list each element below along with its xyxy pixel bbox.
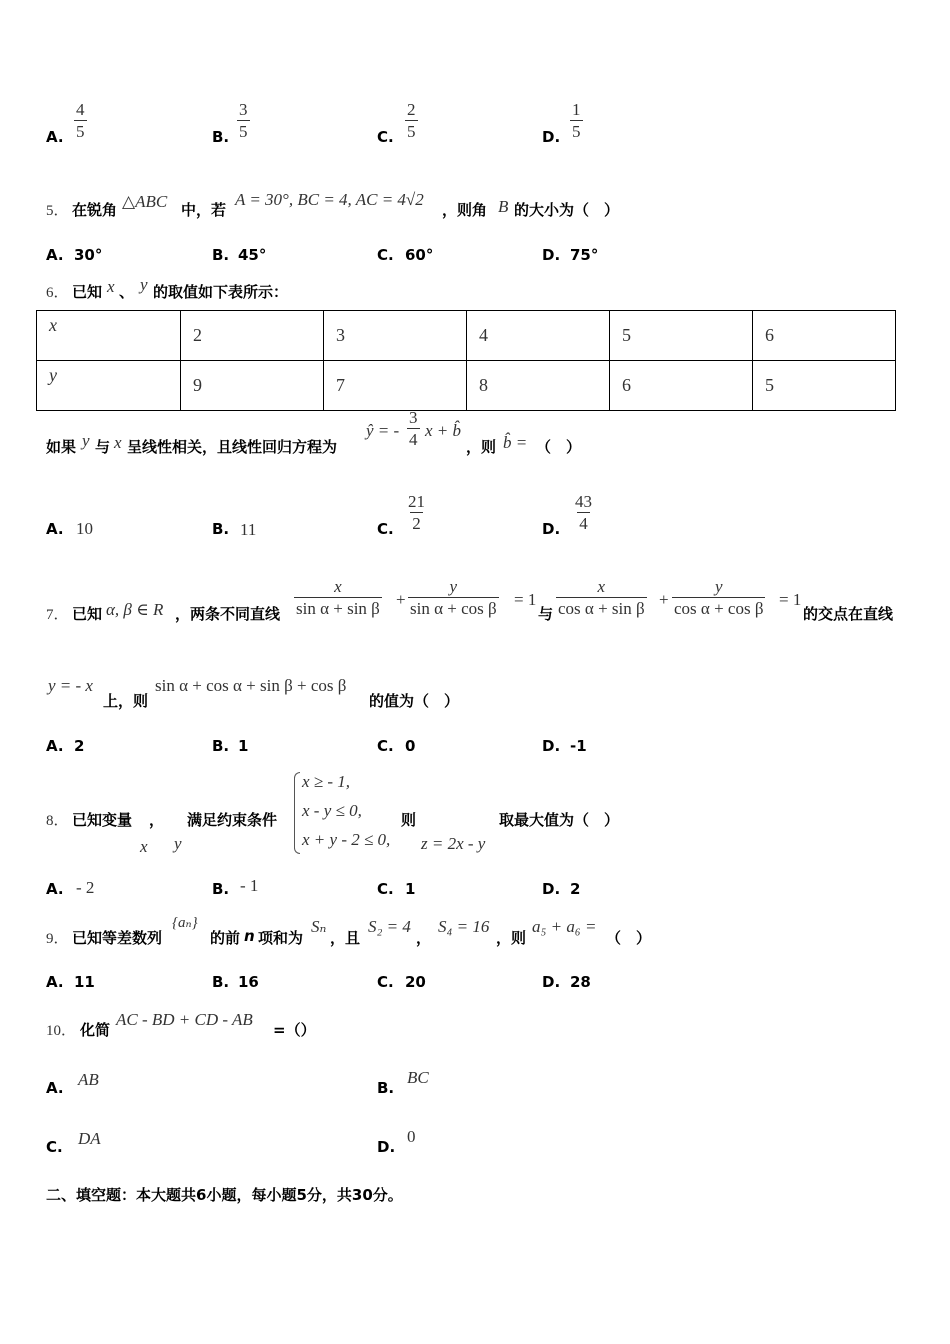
- q9-text-5: ，则: [496, 929, 527, 947]
- q6-regression-lhs: ŷ = -: [366, 421, 400, 440]
- q8-option-b-label: B.: [212, 880, 230, 898]
- q6-option-c-label: C.: [377, 520, 394, 538]
- q10-option-b-label: B.: [377, 1079, 395, 1097]
- q6-number: 6．: [46, 285, 69, 301]
- q4-option-c-value: $\frac{2}{5}$: [407, 100, 416, 141]
- q8-constraint-2: x - y ≤ 0,: [302, 801, 362, 820]
- q9-option-b-value: 16: [238, 973, 259, 991]
- table-cell: 6: [753, 311, 896, 361]
- q5-option-d-label: D.: [542, 246, 561, 264]
- q8-option-a-value: - 2: [76, 878, 95, 897]
- q4-option-c-label: C.: [377, 128, 394, 146]
- q9-number: 9．: [46, 931, 69, 947]
- q8-option-d-value: 2: [570, 880, 581, 898]
- q5-number: 5．: [46, 203, 69, 219]
- q8-comma: ，: [149, 811, 165, 829]
- q9-text-6: （ ）: [606, 929, 652, 947]
- q6-var-y: y: [140, 275, 148, 294]
- constraint-brace: [294, 772, 300, 854]
- q5-triangle: △ABC: [122, 192, 168, 211]
- q4-option-b-label: B.: [212, 128, 230, 146]
- q7-line-equation: y = - x: [48, 676, 93, 695]
- q5-angle: B: [498, 197, 509, 216]
- q8-objective: z = 2x - y: [421, 834, 486, 853]
- q10-option-b-value: BC: [407, 1068, 429, 1087]
- q9-sum-sn: Sₙ: [311, 917, 327, 936]
- q7-option-d-label: D.: [542, 737, 561, 755]
- plus-sign: +: [396, 590, 406, 609]
- table-cell: 2: [181, 311, 324, 361]
- q8-text-2: 满足约束条件: [187, 811, 278, 829]
- q6-sentence-y: y: [82, 431, 90, 450]
- q6-separator: 、: [119, 283, 135, 301]
- q6-option-d-label: D.: [542, 520, 561, 538]
- q6-text-1: 已知: [72, 283, 103, 301]
- table-cell: 5: [610, 311, 753, 361]
- q5-text-3: ，则角: [442, 201, 488, 219]
- q7-option-a-label: A.: [46, 737, 64, 755]
- q8-text-3: 则: [401, 811, 417, 829]
- q8-option-d-label: D.: [542, 880, 561, 898]
- q8-constraint-1: x ≥ - 1,: [302, 772, 351, 791]
- q9-text-3: 项和为: [258, 929, 304, 947]
- q6-option-a-label: A.: [46, 520, 64, 538]
- q7-line1-x-term: $\frac{x}{\text{sin α + sin β}}$: [296, 577, 380, 618]
- q7-option-a-value: 2: [74, 737, 85, 755]
- table-header-x: x: [37, 311, 181, 361]
- q7-option-d-value: -1: [570, 737, 587, 755]
- q7-option-b-value: 1: [238, 737, 249, 755]
- q7-text-1: 已知: [72, 605, 103, 623]
- q6-bhat: b̂ =: [503, 433, 528, 452]
- table-row-y: [37, 361, 896, 411]
- table-cell: 7: [324, 361, 467, 411]
- table-cell: 6: [610, 361, 753, 411]
- q10-text-2: =（）: [273, 1021, 316, 1039]
- q5-option-a-label: A.: [46, 246, 64, 264]
- q8-option-c-value: 1: [405, 880, 416, 898]
- q5-text-2: 中，若: [181, 201, 227, 219]
- q10-option-a-label: A.: [46, 1079, 64, 1097]
- q8-var-x: x: [140, 837, 148, 856]
- q10-option-a-value: AB: [78, 1070, 99, 1089]
- q7-option-c-value: 0: [405, 737, 416, 755]
- table-cell: 4: [467, 311, 610, 361]
- q10-option-d-label: D.: [377, 1138, 396, 1156]
- q8-option-b-value: - 1: [240, 876, 259, 895]
- q9-expression: a₅ + a₆ =: [532, 917, 597, 936]
- q9-option-d-value: 28: [570, 973, 591, 991]
- q5-option-c-value: 60°: [405, 246, 434, 264]
- q6-sentence-x: x: [114, 433, 122, 452]
- q8-constraint-3: x + y - 2 ≤ 0,: [302, 830, 391, 849]
- q6-sentence-4: ，则: [466, 438, 497, 456]
- q6-sentence-1: 如果: [46, 438, 77, 456]
- q9-text-2: 的前: [210, 929, 241, 947]
- q7-number: 7．: [46, 607, 69, 623]
- q5-option-d-value: 75°: [570, 246, 599, 264]
- q6-option-d-value: $\frac{43}{4}$: [575, 492, 592, 533]
- q9-comma: ，: [416, 929, 432, 947]
- q5-option-a-value: 30°: [74, 246, 103, 264]
- q7-text-6: 的值为（ ）: [369, 692, 460, 710]
- q9-text-4: ，且: [330, 929, 361, 947]
- q6-sentence-3: 呈线性相关，且线性回归方程为: [127, 438, 338, 456]
- q6-option-c-value: $\frac{21}{2}$: [408, 492, 425, 533]
- q10-number: 10．: [46, 1023, 77, 1039]
- q9-option-a-value: 11: [74, 973, 95, 991]
- q5-option-b-value: 45°: [238, 246, 267, 264]
- table-cell: 3: [324, 311, 467, 361]
- q5-text-4: 的大小为（ ）: [514, 201, 620, 219]
- q4-option-b-value: $\frac{3}{5}$: [239, 100, 248, 141]
- table-row-x: [37, 311, 896, 361]
- q8-text-1: 已知变量: [72, 811, 133, 829]
- q6-text-2: 的取值如下表所示：: [153, 283, 289, 301]
- q4-option-d-label: D.: [542, 128, 561, 146]
- q7-text-5: 上，则: [103, 692, 149, 710]
- q8-var-y: y: [174, 834, 182, 853]
- q6-var-x: x: [107, 277, 115, 296]
- q4-option-a-label: A.: [46, 128, 64, 146]
- q10-option-c-label: C.: [46, 1138, 63, 1156]
- q10-expression: AC - BD + CD - AB: [116, 1010, 253, 1029]
- q9-option-b-label: B.: [212, 973, 230, 991]
- q7-expression: sin α + cos α + sin β + cos β: [155, 676, 347, 695]
- q5-option-b-label: B.: [212, 246, 230, 264]
- q9-sequence: {aₙ}: [172, 915, 198, 931]
- q6-regression-rhs: x + b̂: [425, 421, 462, 440]
- plus-sign: +: [659, 590, 669, 609]
- q9-option-d-label: D.: [542, 973, 561, 991]
- q6-option-a-value: 10: [76, 519, 93, 538]
- q7-text-2: ，两条不同直线: [175, 605, 281, 623]
- table-cell: 9: [181, 361, 324, 411]
- q8-option-a-label: A.: [46, 880, 64, 898]
- q5-option-c-label: C.: [377, 246, 394, 264]
- q7-line2-y-term: $\frac{y}{\text{cos α + cos β}}$: [674, 577, 764, 618]
- q6-option-b-value: 11: [240, 520, 257, 539]
- q10-text-1: 化简: [80, 1021, 111, 1039]
- q9-s4: S₄ = 16: [438, 917, 490, 936]
- section-2-heading: 二、填空题：本大题共6小题，每小题5分，共30分。: [46, 1186, 403, 1204]
- q8-number: 8．: [46, 813, 69, 829]
- q9-text-1: 已知等差数列: [72, 929, 163, 947]
- q9-option-a-label: A.: [46, 973, 64, 991]
- q5-text-1: 在锐角: [72, 201, 118, 219]
- q9-option-c-value: 20: [405, 973, 426, 991]
- q7-option-b-label: B.: [212, 737, 230, 755]
- q6-sentence-2: 与: [95, 438, 111, 456]
- q7-line2-x-term: $\frac{x}{\text{cos α + sin β}}$: [558, 577, 645, 618]
- table-header-y: y: [37, 361, 181, 411]
- q6-regression-coefficient: $\frac{3}{4}$: [409, 408, 418, 449]
- q7-line2-rhs: = 1: [779, 590, 802, 609]
- table-cell: 8: [467, 361, 610, 411]
- q8-option-c-label: C.: [377, 880, 394, 898]
- q4-option-a-value: $\frac{4}{5}$: [76, 100, 85, 141]
- q7-option-c-label: C.: [377, 737, 394, 755]
- q6-option-b-label: B.: [212, 520, 230, 538]
- q5-condition: A = 30°, BC = 4, AC = 4√2: [235, 190, 424, 209]
- q9-n: n: [244, 927, 255, 945]
- q8-text-4: 取最大值为（ ）: [499, 811, 620, 829]
- table-cell: 5: [753, 361, 896, 411]
- q7-condition: α, β ∈ R: [106, 600, 164, 619]
- q6-value-table: [36, 310, 896, 411]
- q4-option-d-value: $\frac{1}{5}$: [572, 100, 581, 141]
- q7-text-4: 的交点在直线: [803, 605, 894, 623]
- q9-option-c-label: C.: [377, 973, 394, 991]
- q6-sentence-5: （ ）: [536, 438, 582, 456]
- q7-line1-rhs: = 1: [514, 590, 537, 609]
- q10-option-d-value: 0: [407, 1127, 416, 1146]
- q10-option-c-value: DA: [78, 1129, 101, 1148]
- q9-s2: S₂ = 4: [368, 917, 411, 936]
- q7-text-3: 与: [538, 605, 554, 623]
- q7-line1-y-term: $\frac{y}{\text{sin α + cos β}}$: [410, 577, 497, 618]
